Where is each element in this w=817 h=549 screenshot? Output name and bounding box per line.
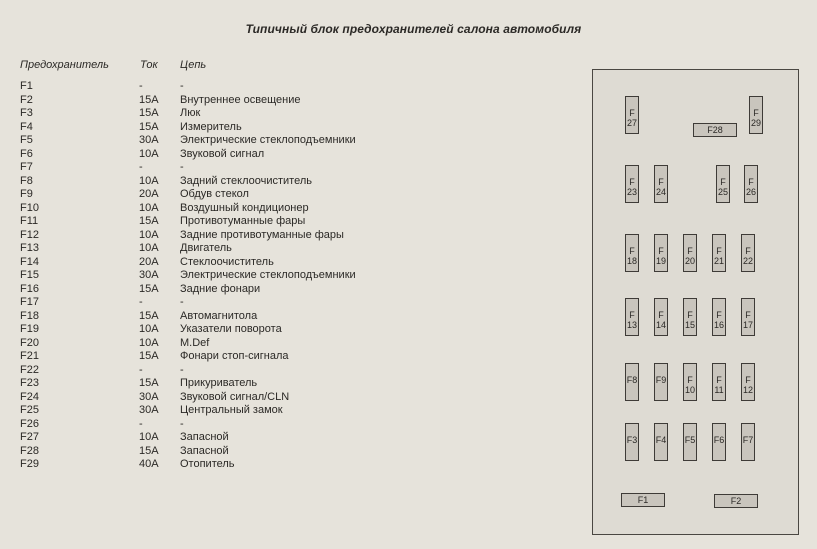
table-row (20, 161, 580, 175)
fuse-diagram-f1: F1 (621, 493, 665, 507)
fuse-current: 15A (139, 377, 159, 389)
fuse-circuit: Воздушный кондиционер (180, 201, 309, 214)
fuse-circuit: Звуковой сигнал/CLN (180, 390, 290, 403)
fuse-current: - (139, 161, 143, 173)
table-row (20, 107, 580, 121)
fuse-id: F15 (20, 269, 39, 281)
fuse-circuit: Запасной (180, 431, 229, 443)
fuse-diagram-f28: F28 (693, 123, 737, 137)
fuse-current: 15A (139, 282, 159, 295)
fuse-id: F25 (20, 404, 39, 416)
table-row (20, 121, 580, 135)
table-row (20, 202, 580, 216)
fuse-id: F7 (20, 161, 33, 173)
fuse-current: - (139, 417, 143, 430)
fuse-circuit: Фонари стоп-сигнала (180, 350, 289, 362)
fuse-id: F24 (20, 390, 39, 403)
fuse-diagram-f23: F 23 (625, 165, 639, 203)
header-circuit: Цепь (180, 59, 207, 71)
fuse-id: F10 (20, 201, 39, 214)
fuse-id: F28 (20, 444, 39, 457)
table-row (20, 418, 580, 432)
fuse-diagram-f16: F 16 (712, 298, 726, 336)
table-row (20, 391, 580, 405)
fuse-diagram-f2: F2 (714, 494, 758, 508)
table-row (20, 269, 580, 283)
fuse-current: 10A (139, 242, 159, 254)
fuse-current: 10A (139, 201, 159, 214)
fuse-id: F6 (20, 147, 33, 160)
fuse-id: F27 (20, 431, 39, 443)
fuse-id: F23 (20, 377, 39, 389)
table-row (20, 134, 580, 148)
fuse-circuit: - (180, 417, 184, 430)
fuse-circuit: Обдув стекол (180, 188, 249, 200)
table-row (20, 431, 580, 445)
fuse-diagram-f27: F 27 (625, 96, 639, 134)
table-row (20, 458, 580, 472)
table-row (20, 323, 580, 337)
table-row (20, 445, 580, 459)
table-row (20, 80, 580, 94)
table-row (20, 296, 580, 310)
fuse-id: F13 (20, 242, 39, 254)
fuse-id: F26 (20, 417, 39, 430)
fuse-current: 30A (139, 269, 159, 281)
fuse-current: 10A (139, 147, 159, 160)
fuse-id: F1 (20, 80, 33, 92)
fuse-current: 30A (139, 134, 159, 146)
fuse-id: F9 (20, 188, 33, 200)
fuse-current: 40A (139, 458, 159, 470)
fuse-box-diagram (592, 69, 799, 535)
fuse-current: 15A (139, 93, 159, 106)
fuse-id: F8 (20, 174, 33, 187)
table-row (20, 283, 580, 297)
fuse-circuit: Люк (180, 107, 201, 119)
fuse-current: 10A (139, 431, 159, 443)
fuse-id: F17 (20, 296, 39, 308)
fuse-diagram-f15: F 15 (683, 298, 697, 336)
fuse-diagram-f5: F5 (683, 423, 697, 461)
fuse-id: F22 (20, 363, 39, 376)
fuse-diagram-f7: F7 (741, 423, 755, 461)
fuse-current: 15A (139, 120, 159, 133)
header-fuse: Предохранитель (20, 59, 109, 71)
fuse-circuit: Электрические стеклоподъемники (180, 134, 356, 146)
fuse-diagram-f10: F 10 (683, 363, 697, 401)
table-row (20, 310, 580, 324)
fuse-current: 20A (139, 188, 159, 200)
fuse-table (20, 80, 580, 472)
fuse-circuit: Измеритель (180, 120, 242, 133)
table-row (20, 364, 580, 378)
fuse-id: F21 (20, 350, 39, 362)
header-current: Ток (140, 59, 158, 71)
fuse-id: F11 (20, 215, 39, 227)
fuse-circuit: Стеклоочиститель (180, 255, 274, 268)
fuse-diagram-f25: F 25 (716, 165, 730, 203)
fuse-id: F2 (20, 93, 33, 106)
fuse-id: F12 (20, 228, 39, 241)
fuse-id: F16 (20, 282, 39, 295)
fuse-current: 10A (139, 228, 159, 241)
fuse-current: 10A (139, 336, 159, 349)
fuse-circuit: Отопитель (180, 458, 235, 470)
table-row (20, 175, 580, 189)
fuse-circuit: Противотуманные фары (180, 215, 306, 227)
fuse-diagram-f4: F4 (654, 423, 668, 461)
fuse-current: 20A (139, 255, 159, 268)
table-row (20, 256, 580, 270)
fuse-circuit: - (180, 296, 184, 308)
fuse-diagram-f17: F 17 (741, 298, 755, 336)
fuse-current: 15A (139, 350, 159, 362)
fuse-current: - (139, 80, 143, 92)
table-row (20, 350, 580, 364)
fuse-circuit: Центральный замок (180, 404, 283, 416)
fuse-current: 30A (139, 390, 159, 403)
fuse-id: F3 (20, 107, 33, 119)
fuse-current: 15A (139, 444, 159, 457)
fuse-diagram-f18: F 18 (625, 234, 639, 272)
fuse-current: 10A (139, 174, 159, 187)
fuse-circuit: Электрические стеклоподъемники (180, 269, 356, 281)
fuse-diagram-f3: F3 (625, 423, 639, 461)
table-row (20, 229, 580, 243)
fuse-circuit: Задние противотуманные фары (180, 228, 344, 241)
fuse-circuit: Запасной (180, 444, 229, 457)
fuse-current: 30A (139, 404, 159, 416)
page-title: Типичный блок предохранителей салона автомобиля (245, 22, 582, 36)
fuse-current: - (139, 296, 143, 308)
fuse-id: F29 (20, 458, 39, 470)
table-row (20, 215, 580, 229)
fuse-circuit: Задний стеклоочиститель (180, 174, 312, 187)
fuse-circuit: Прикуриватель (180, 377, 258, 389)
table-row (20, 188, 580, 202)
fuse-diagram-f11: F 11 (712, 363, 726, 401)
fuse-diagram-f29: F 29 (749, 96, 763, 134)
fuse-circuit: Указатели поворота (180, 323, 282, 335)
table-row (20, 148, 580, 162)
fuse-current: 15A (139, 215, 159, 227)
fuse-current: 15A (139, 107, 159, 119)
fuse-circuit: - (180, 161, 184, 173)
table-row (20, 377, 580, 391)
fuse-id: F20 (20, 336, 39, 349)
table-row (20, 337, 580, 351)
fuse-diagram-f8: F8 (625, 363, 639, 401)
fuse-diagram-f22: F 22 (741, 234, 755, 272)
table-row (20, 94, 580, 108)
fuse-diagram-f24: F 24 (654, 165, 668, 203)
fuse-diagram-f21: F 21 (712, 234, 726, 272)
fuse-diagram-f26: F 26 (744, 165, 758, 203)
fuse-circuit: Внутреннее освещение (180, 93, 301, 106)
table-row (20, 404, 580, 418)
fuse-diagram-f19: F 19 (654, 234, 668, 272)
fuse-diagram-f6: F6 (712, 423, 726, 461)
fuse-current: - (139, 363, 143, 376)
fuse-circuit: - (180, 80, 184, 92)
fuse-circuit: Задние фонари (180, 282, 261, 295)
fuse-current: 15A (139, 309, 159, 322)
fuse-id: F19 (20, 323, 39, 335)
fuse-circuit: - (180, 363, 184, 376)
fuse-diagram-f9: F9 (654, 363, 668, 401)
fuse-id: F5 (20, 134, 33, 146)
fuse-circuit: Автомагнитола (180, 309, 258, 322)
fuse-diagram-f14: F 14 (654, 298, 668, 336)
fuse-diagram-f12: F 12 (741, 363, 755, 401)
fuse-circuit: M.Def (180, 336, 210, 349)
table-row (20, 242, 580, 256)
fuse-id: F18 (20, 309, 39, 322)
fuse-diagram-f13: F 13 (625, 298, 639, 336)
fuse-circuit: Двигатель (180, 242, 232, 254)
fuse-diagram-f20: F 20 (683, 234, 697, 272)
fuse-current: 10A (139, 323, 159, 335)
fuse-circuit: Звуковой сигнал (180, 147, 265, 160)
fuse-id: F14 (20, 255, 39, 268)
fuse-id: F4 (20, 120, 33, 133)
